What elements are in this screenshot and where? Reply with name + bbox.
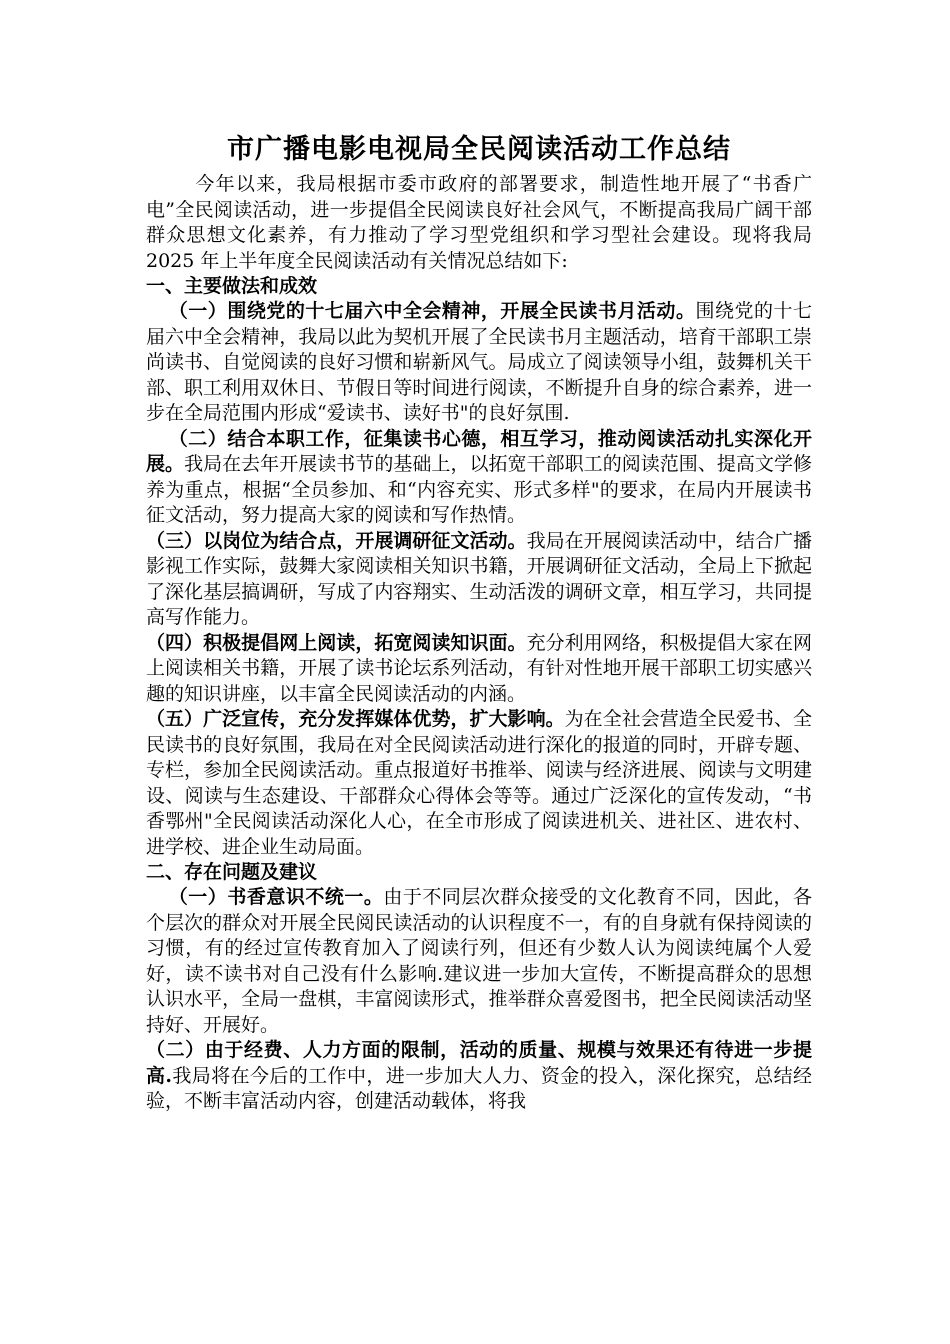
item-body: 围绕党的十七届六中全会精神，我局以此为契机开展了全民读书月主题活动，培育干部职工崇尚读书、自觉阅读的良好习惯和崭新风气。局成立了阅读领导小组，鼓舞机关干部、职工利用双休日、节假日等时间进行阅读，不断提升自身的综合素养，进一步在全局范围内形成“爱读书、读好书"的良好氛围. <box>146 300 812 424</box>
section-1-item-1 <box>146 299 812 427</box>
item-body: 我局将在今后的工作中，进一步加大人力、资金的投入，深化探究，总结经验，不断丰富活动内容，创建活动载体，将我 <box>146 1064 812 1112</box>
item-body: 我局在开展阅读活动中，结合广播影视工作实际，鼓舞大家阅读相关知识书籍，开展调研征文活动，全局上下掀起了深化基层搞调研，写成了内容翔实、生动活泼的调研文章，相互学习，共同提高写作能力。 <box>146 529 812 628</box>
section-1-item-5 <box>146 707 812 860</box>
item-body: 由于不同层次群众接受的文化教育不同，因此，各个层次的群众对开展全民阅民读活动的认识程度不一，有的自身就有保持阅读的习惯，有的经过宣传教育加入了阅读行列，但还有少数人认为阅读纯属个人爱好，读不读书对自己没有什么影响.建议进一步加大宣传，不断提高群众的思想认识水平，全局一盘棋，丰富阅读形式，推举群众喜爱图书，把全民阅读活动坚持好、开展好。 <box>146 886 812 1036</box>
item-body: 我局在去年开展读书节的基础上，以拓宽干部职工的阅读范围、提高文学修养为重点，根据“全员参加、和“内容充实、形式多样"的要求，在局内开展读书征文活动，努力提高大家的阅读和写作热情。 <box>146 453 812 526</box>
section-1-item-3 <box>146 529 812 631</box>
section-2-item-1 <box>146 885 812 1038</box>
section-2-item-2 <box>146 1038 812 1115</box>
item-lead: （二）由于经费、人力方面的限制，活动的质量、规模与效果还有待进一步提高. <box>146 1039 812 1087</box>
item-body: 充分利用网络，积极提倡大家在网上阅读相关书籍，开展了读书论坛系列活动，有针对性地开展干部职工切实感兴趣的知识讲座，以丰富全民阅读活动的内涵。 <box>146 631 812 705</box>
document-title: 市广播电影电视局全民阅读活动工作总结 <box>227 134 731 165</box>
item-lead: （一）围绕党的十七届六中全会精神，开展全民读书月活动。 <box>168 300 696 322</box>
intro-paragraph: 今年以来，我局根据市委市政府的部署要求，制造性地开展了“书香广电”全民阅读活动，进一步提倡全民阅读良好社会风气，不断提高我局广阔干部群众思想文化素养，有力推动了学习型党组织和学习型社会建设。现将我局 2025 年上半年度全民阅读活动有关情况总结如下: <box>146 173 812 272</box>
item-lead: （四）积极提倡网上阅读，拓宽阅读知识面。 <box>146 631 527 654</box>
section-1-item-2 <box>146 427 812 529</box>
section-1-item-4 <box>146 631 812 708</box>
item-lead: （二）结合本职工作，征集读书心德，相互学习，推动阅读活动扎实深化开展。 <box>146 427 812 475</box>
item-lead: （三）以岗位为结合点，开展调研征文活动。 <box>146 529 527 552</box>
section-heading-1: 一、主要做法和成效 <box>146 275 318 297</box>
item-lead: （一）书香意识不统一。 <box>168 886 384 908</box>
section-heading-2: 二、存在问题及建议 <box>146 861 318 883</box>
item-body: 为在全社会营造全民爱书、全民读书的良好氛围，我局在对全民阅读活动进行深化的报道的同时，开辟专题、专栏，参加全民阅读活动。重点报道好书推举、阅读与经济进展、阅读与文明建设、阅读与生态建设、干部群众心得体会等等。通过广泛深化的宣传发动，“书香鄂州"全民阅读活动深化人心，在全市形成了阅读进机关、进社区、进农村、进学校、进企业生动局面。 <box>146 708 812 858</box>
item-lead: （五）广泛宣传，充分发挥媒体优势，扩大影响。 <box>146 708 565 730</box>
